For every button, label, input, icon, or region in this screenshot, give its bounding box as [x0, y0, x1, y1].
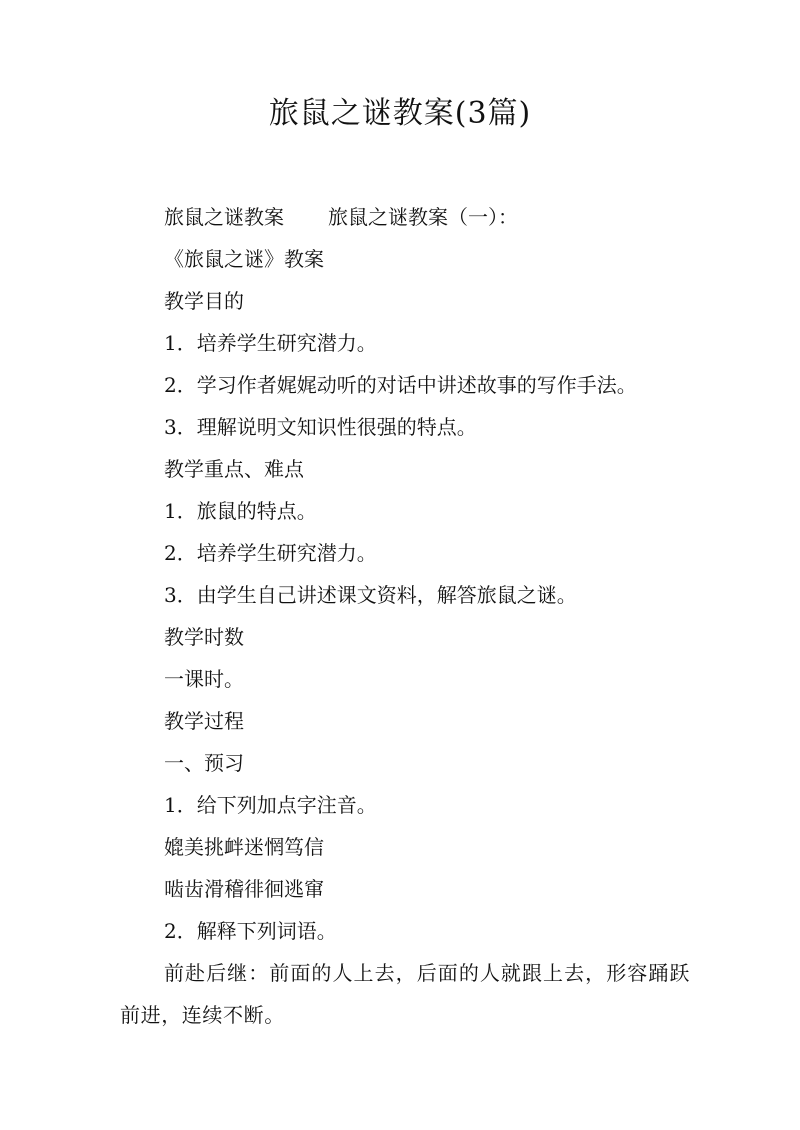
- header-line-part1: 旅鼠之谜教案: [164, 205, 284, 229]
- list-item: 1．培养学生研究潜力。: [164, 331, 377, 355]
- text-line: 媲美挑衅迷惘笃信: [164, 835, 324, 859]
- section-heading: 教学重点、难点: [164, 457, 304, 481]
- list-item: 3．理解说明文知识性很强的特点。: [164, 415, 477, 439]
- list-item: 1．旅鼠的特点。: [164, 499, 317, 523]
- section-heading: 教学目的: [164, 289, 244, 313]
- section-heading: 教学过程: [164, 709, 244, 733]
- list-item: 2．学习作者娓娓动听的对话中讲述故事的写作手法。: [164, 373, 637, 397]
- list-item: 2．解释下列词语。: [164, 919, 337, 943]
- text-line: 《旅鼠之谜》教案: [164, 247, 324, 271]
- header-line-part2: 旅鼠之谜教案（一）：: [328, 205, 518, 229]
- document-title: 旅鼠之谜教案(3篇): [268, 96, 532, 131]
- section-heading: 教学时数: [164, 625, 244, 649]
- definition-paragraph: 前赴后继：前面的人上去，后面的人就跟上去，形容踊跃前进，连续不断。: [120, 961, 690, 1027]
- document-body: [120, 196, 690, 1036]
- text-line: 一课时。: [164, 667, 244, 691]
- list-item: 3．由学生自己讲述课文资料，解答旅鼠之谜。: [164, 583, 577, 607]
- text-line: 啮齿滑稽徘徊逃窜: [164, 877, 324, 901]
- list-item: 1．给下列加点字注音。: [164, 793, 377, 817]
- header-line: [120, 196, 690, 238]
- section-heading: 一、预习: [164, 751, 244, 775]
- list-item: 2．培养学生研究潜力。: [164, 541, 377, 565]
